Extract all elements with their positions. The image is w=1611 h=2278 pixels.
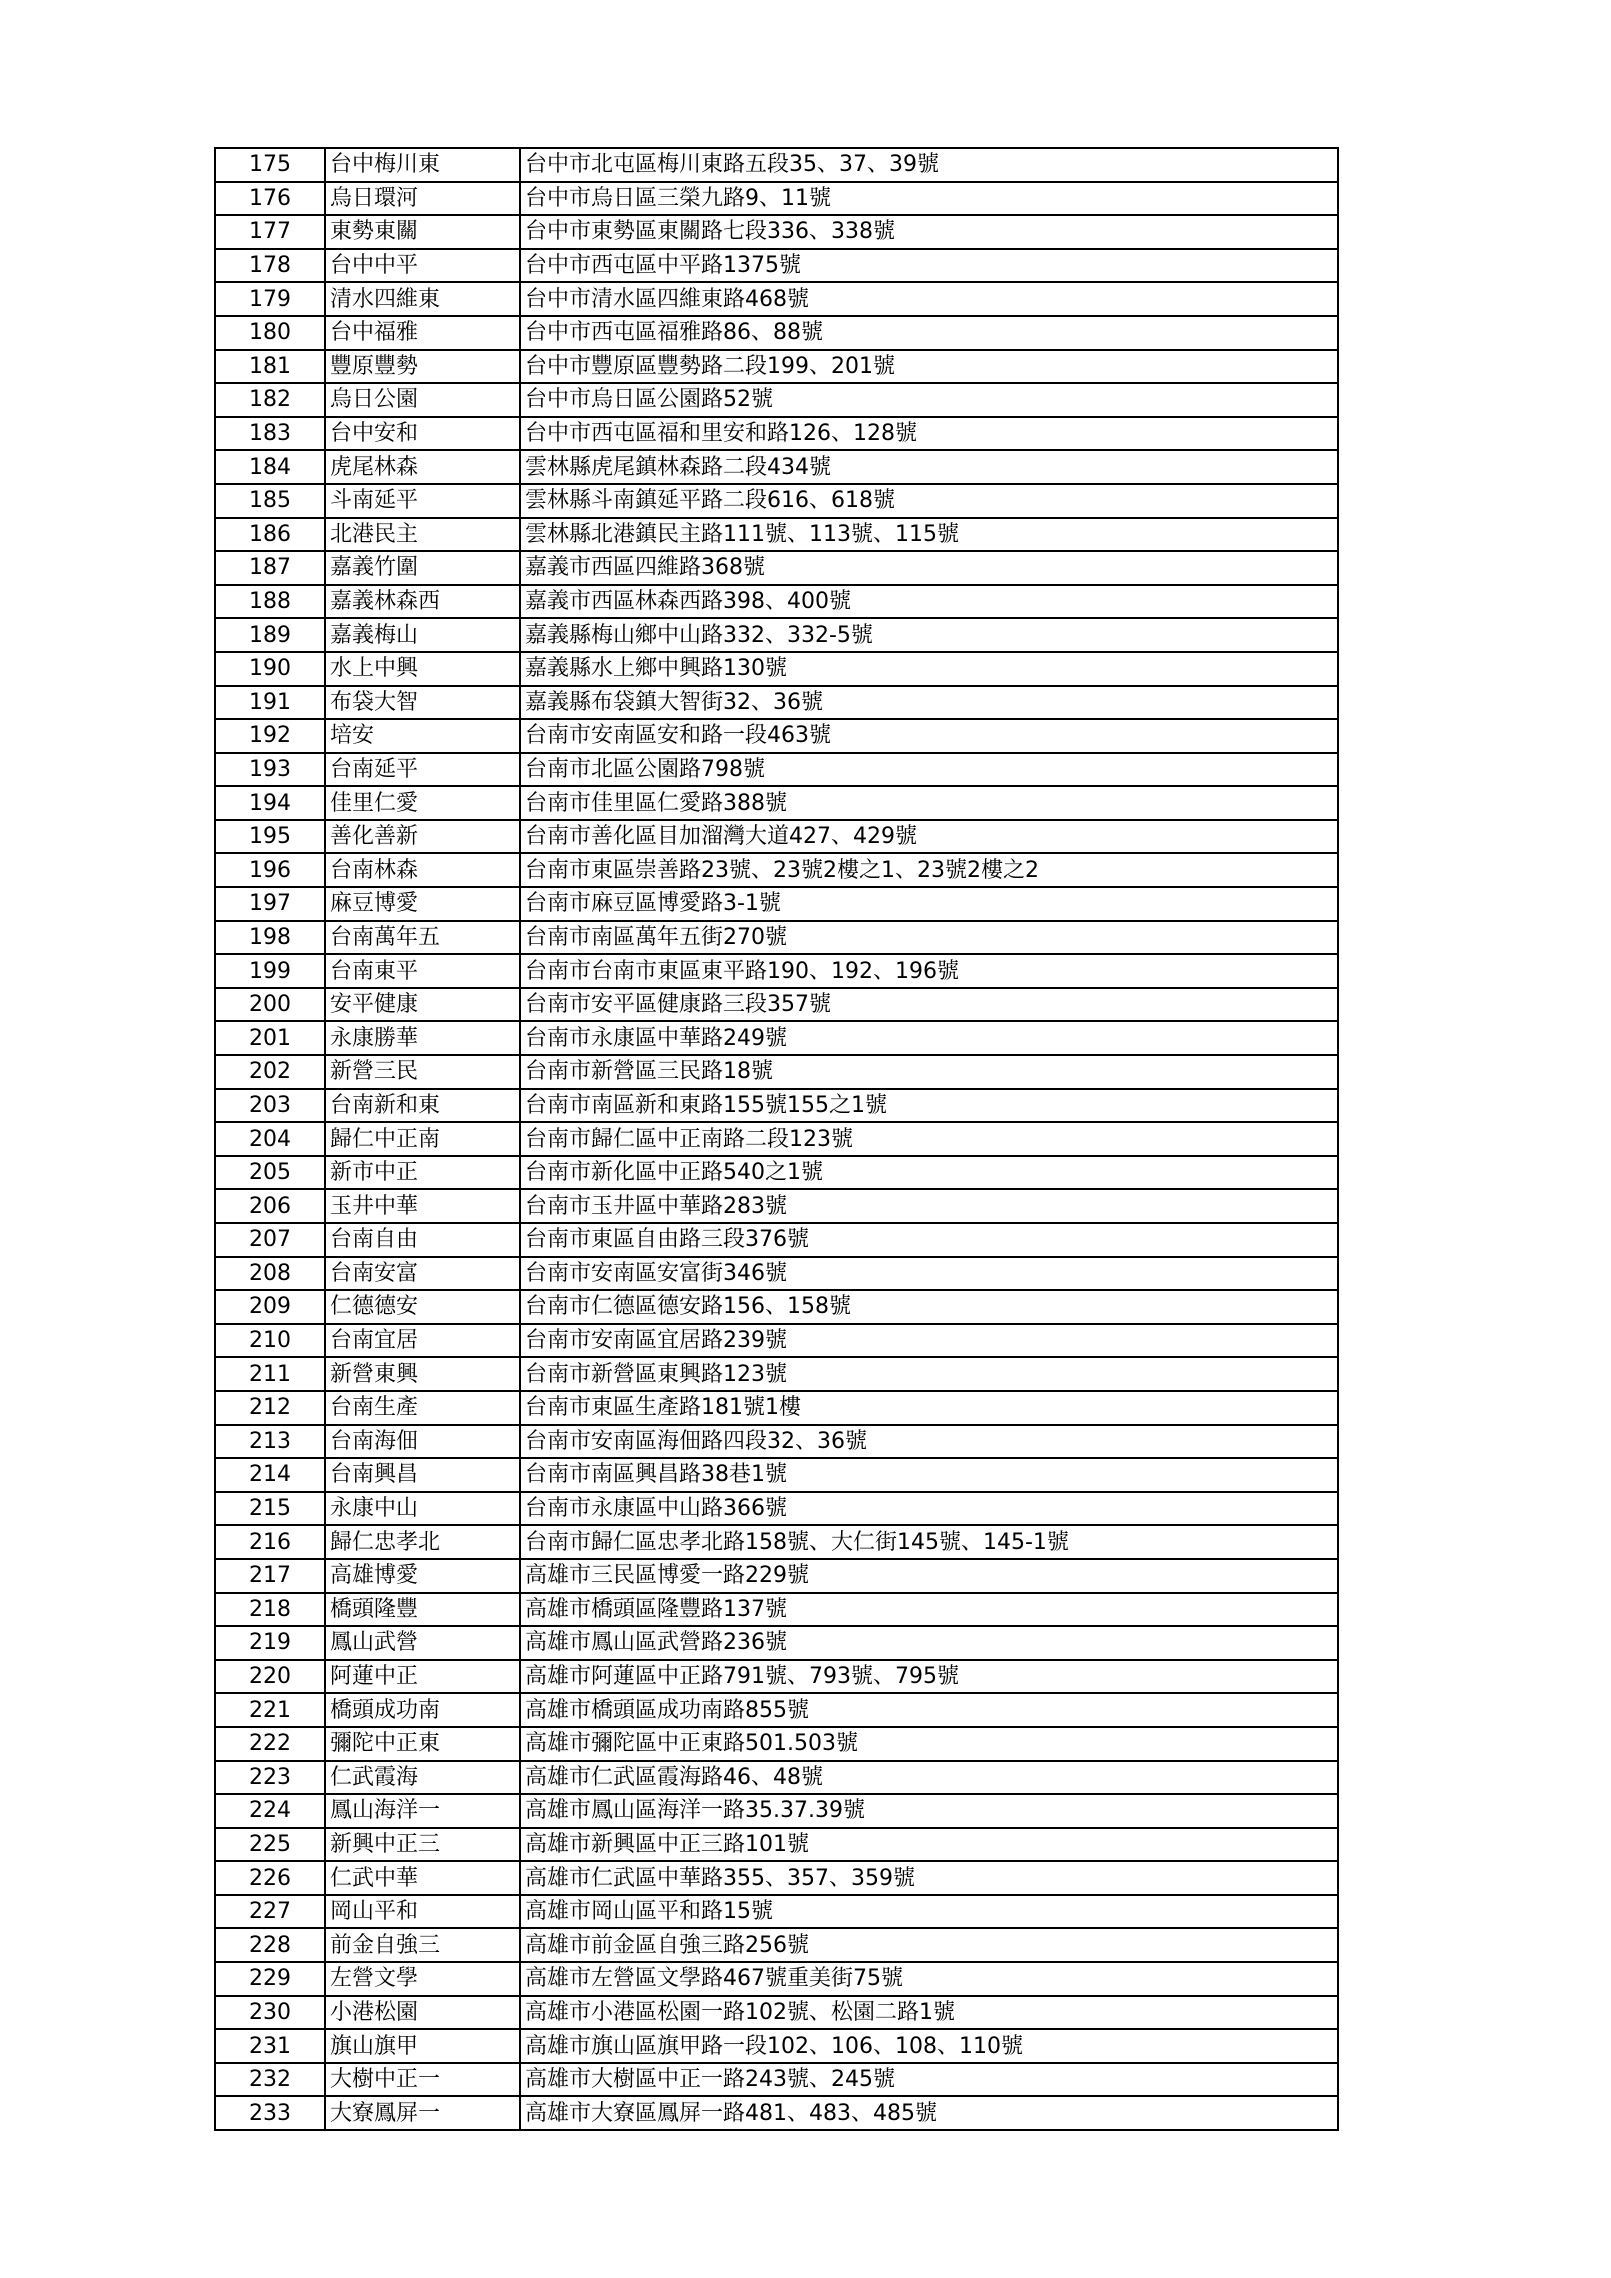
store-address: 台南市東區自由路三段376號 <box>520 1223 1338 1257</box>
table-row <box>215 921 1338 955</box>
store-address: 嘉義市西區林森西路398、400號 <box>520 585 1338 619</box>
store-address: 台南市南區萬年五街270號 <box>520 921 1338 955</box>
store-number: 199 <box>215 954 325 988</box>
store-number: 218 <box>215 1593 325 1627</box>
store-name: 虎尾林森 <box>325 450 520 484</box>
store-name: 大樹中正一 <box>325 2063 520 2097</box>
store-name: 台南生產 <box>325 1391 520 1425</box>
store-number: 203 <box>215 1089 325 1123</box>
store-name: 橋頭隆豐 <box>325 1593 520 1627</box>
store-number: 189 <box>215 618 325 652</box>
store-address: 高雄市大寮區鳳屏一路481、483、485號 <box>520 2096 1338 2130</box>
store-name: 斗南延平 <box>325 484 520 518</box>
table-row <box>215 1492 1338 1526</box>
table-row <box>215 988 1338 1022</box>
store-name: 烏日公園 <box>325 383 520 417</box>
store-address: 高雄市新興區中正三路101號 <box>520 1828 1338 1862</box>
store-address: 高雄市旗山區旗甲路一段102、106、108、110號 <box>520 2029 1338 2063</box>
table-row <box>215 249 1338 283</box>
table-row <box>215 1021 1338 1055</box>
store-number: 197 <box>215 887 325 921</box>
store-number: 202 <box>215 1055 325 1089</box>
table-row <box>215 954 1338 988</box>
store-number: 187 <box>215 551 325 585</box>
store-address: 嘉義縣布袋鎮大智街32、36號 <box>520 686 1338 720</box>
table-row <box>215 686 1338 720</box>
store-table-body <box>215 148 1338 2130</box>
store-number: 224 <box>215 1794 325 1828</box>
store-address: 高雄市小港區松園一路102號、松園二路1號 <box>520 1996 1338 2030</box>
table-row <box>215 2063 1338 2097</box>
store-number: 204 <box>215 1122 325 1156</box>
store-name: 安平健康 <box>325 988 520 1022</box>
table-row <box>215 1189 1338 1223</box>
table-row <box>215 1458 1338 1492</box>
store-address: 台中市烏日區三榮九路9、11號 <box>520 182 1338 216</box>
store-number: 230 <box>215 1996 325 2030</box>
store-address: 台南市安南區安富街346號 <box>520 1257 1338 1291</box>
table-row <box>215 1996 1338 2030</box>
store-name: 歸仁中正南 <box>325 1122 520 1156</box>
store-number: 216 <box>215 1525 325 1559</box>
store-name: 北港民主 <box>325 518 520 552</box>
store-address: 雲林縣斗南鎮延平路二段616、618號 <box>520 484 1338 518</box>
table-row <box>215 618 1338 652</box>
store-address: 高雄市彌陀區中正東路501.503號 <box>520 1727 1338 1761</box>
store-name: 仁武中華 <box>325 1861 520 1895</box>
store-number: 181 <box>215 350 325 384</box>
store-name: 台中福雅 <box>325 316 520 350</box>
store-address: 台南市安南區安和路一段463號 <box>520 719 1338 753</box>
store-address: 台南市善化區目加溜灣大道427、429號 <box>520 820 1338 854</box>
table-row <box>215 450 1338 484</box>
store-address: 台中市豐原區豐勢路二段199、201號 <box>520 350 1338 384</box>
store-number: 225 <box>215 1828 325 1862</box>
store-name: 台南自由 <box>325 1223 520 1257</box>
store-number: 198 <box>215 921 325 955</box>
store-number: 217 <box>215 1559 325 1593</box>
store-number: 175 <box>215 148 325 182</box>
store-number: 223 <box>215 1761 325 1795</box>
store-address: 台南市南區新和東路155號155之1號 <box>520 1089 1338 1123</box>
table-row <box>215 215 1338 249</box>
store-address: 台南市南區興昌路38巷1號 <box>520 1458 1338 1492</box>
store-name: 鳳山武營 <box>325 1626 520 1660</box>
table-row <box>215 1593 1338 1627</box>
store-name: 東勢東關 <box>325 215 520 249</box>
store-name: 台南興昌 <box>325 1458 520 1492</box>
table-row <box>215 1928 1338 1962</box>
table-row <box>215 719 1338 753</box>
store-number: 184 <box>215 450 325 484</box>
store-address: 高雄市左營區文學路467號重美街75號 <box>520 1962 1338 1996</box>
store-name: 台中梅川東 <box>325 148 520 182</box>
store-address: 高雄市大樹區中正一路243號、245號 <box>520 2063 1338 2097</box>
store-name: 台南海佃 <box>325 1425 520 1459</box>
store-address: 高雄市鳳山區海洋一路35.37.39號 <box>520 1794 1338 1828</box>
table-row <box>215 753 1338 787</box>
table-row <box>215 1828 1338 1862</box>
store-name: 台南林森 <box>325 853 520 887</box>
store-name: 善化善新 <box>325 820 520 854</box>
store-name: 左營文學 <box>325 1962 520 1996</box>
store-number: 227 <box>215 1895 325 1929</box>
store-name: 水上中興 <box>325 652 520 686</box>
store-number: 190 <box>215 652 325 686</box>
store-number: 180 <box>215 316 325 350</box>
store-address: 台南市歸仁區中正南路二段123號 <box>520 1122 1338 1156</box>
store-address: 台中市西屯區福雅路86、88號 <box>520 316 1338 350</box>
table-row <box>215 1861 1338 1895</box>
store-name: 台中安和 <box>325 417 520 451</box>
store-number: 177 <box>215 215 325 249</box>
store-address: 台南市仁德區德安路156、158號 <box>520 1290 1338 1324</box>
store-address: 高雄市仁武區霞海路46、48號 <box>520 1761 1338 1795</box>
store-address: 台南市安南區宜居路239號 <box>520 1324 1338 1358</box>
table-row <box>215 1156 1338 1190</box>
store-address: 台南市永康區中華路249號 <box>520 1021 1338 1055</box>
table-row <box>215 1324 1338 1358</box>
store-name: 台南東平 <box>325 954 520 988</box>
store-address: 高雄市鳳山區武營路236號 <box>520 1626 1338 1660</box>
store-address: 台中市清水區四維東路468號 <box>520 282 1338 316</box>
store-name: 仁德德安 <box>325 1290 520 1324</box>
store-name: 佳里仁愛 <box>325 786 520 820</box>
table-row <box>215 1525 1338 1559</box>
table-row <box>215 518 1338 552</box>
store-address: 高雄市橋頭區成功南路855號 <box>520 1693 1338 1727</box>
store-name: 新興中正三 <box>325 1828 520 1862</box>
store-number: 195 <box>215 820 325 854</box>
store-name: 阿蓮中正 <box>325 1660 520 1694</box>
store-name: 橋頭成功南 <box>325 1693 520 1727</box>
store-address: 嘉義市西區四維路368號 <box>520 551 1338 585</box>
table-row <box>215 2029 1338 2063</box>
store-number: 179 <box>215 282 325 316</box>
store-number: 188 <box>215 585 325 619</box>
table-row <box>215 182 1338 216</box>
store-number: 207 <box>215 1223 325 1257</box>
table-row <box>215 1962 1338 1996</box>
table-row <box>215 1559 1338 1593</box>
store-address: 台南市北區公園路798號 <box>520 753 1338 787</box>
store-number: 210 <box>215 1324 325 1358</box>
store-name: 鳳山海洋一 <box>325 1794 520 1828</box>
store-number: 212 <box>215 1391 325 1425</box>
table-row <box>215 1693 1338 1727</box>
table-row <box>215 652 1338 686</box>
table-row <box>215 1391 1338 1425</box>
store-address: 雲林縣虎尾鎮林森路二段434號 <box>520 450 1338 484</box>
store-name: 歸仁忠孝北 <box>325 1525 520 1559</box>
store-number: 201 <box>215 1021 325 1055</box>
store-name: 培安 <box>325 719 520 753</box>
store-name: 高雄博愛 <box>325 1559 520 1593</box>
table-row <box>215 1761 1338 1795</box>
store-address: 台中市西屯區中平路1375號 <box>520 249 1338 283</box>
store-number: 228 <box>215 1928 325 1962</box>
table-row <box>215 1895 1338 1929</box>
table-row <box>215 1290 1338 1324</box>
store-address: 台南市歸仁區忠孝北路158號、大仁街145號、145-1號 <box>520 1525 1338 1559</box>
store-address: 高雄市仁武區中華路355、357、359號 <box>520 1861 1338 1895</box>
store-address: 嘉義縣梅山鄉中山路332、332-5號 <box>520 618 1338 652</box>
store-address: 台南市麻豆區博愛路3-1號 <box>520 887 1338 921</box>
store-name: 永康勝華 <box>325 1021 520 1055</box>
store-address: 台南市台南市東區東平路190、192、196號 <box>520 954 1338 988</box>
table-row <box>215 417 1338 451</box>
store-number: 178 <box>215 249 325 283</box>
store-address: 高雄市前金區自強三路256號 <box>520 1928 1338 1962</box>
store-address: 雲林縣北港鎮民主路111號、113號、115號 <box>520 518 1338 552</box>
table-row <box>215 383 1338 417</box>
table-row <box>215 820 1338 854</box>
store-name: 台中中平 <box>325 249 520 283</box>
store-number: 215 <box>215 1492 325 1526</box>
table-row <box>215 551 1338 585</box>
store-number: 209 <box>215 1290 325 1324</box>
table-row <box>215 1223 1338 1257</box>
table-row <box>215 1794 1338 1828</box>
table-row <box>215 282 1338 316</box>
store-address: 台南市安平區健康路三段357號 <box>520 988 1338 1022</box>
store-name: 豐原豐勢 <box>325 350 520 384</box>
store-number: 205 <box>215 1156 325 1190</box>
store-number: 186 <box>215 518 325 552</box>
store-name: 新營三民 <box>325 1055 520 1089</box>
table-row <box>215 585 1338 619</box>
store-address: 台南市安南區海佃路四段32、36號 <box>520 1425 1338 1459</box>
store-number: 182 <box>215 383 325 417</box>
store-address: 台南市東區生產路181號1樓 <box>520 1391 1338 1425</box>
store-number: 221 <box>215 1693 325 1727</box>
table-row <box>215 1727 1338 1761</box>
store-number: 233 <box>215 2096 325 2130</box>
store-name: 新營東興 <box>325 1357 520 1391</box>
store-name: 台南安富 <box>325 1257 520 1291</box>
store-number: 226 <box>215 1861 325 1895</box>
store-number: 185 <box>215 484 325 518</box>
store-address: 高雄市三民區博愛一路229號 <box>520 1559 1338 1593</box>
store-address: 台中市北屯區梅川東路五段35、37、39號 <box>520 148 1338 182</box>
table-row <box>215 1089 1338 1123</box>
table-row <box>215 2096 1338 2130</box>
store-number: 222 <box>215 1727 325 1761</box>
store-number: 176 <box>215 182 325 216</box>
store-address: 台中市西屯區福和里安和路126、128號 <box>520 417 1338 451</box>
store-address: 台南市新營區東興路123號 <box>520 1357 1338 1391</box>
store-number: 208 <box>215 1257 325 1291</box>
store-number: 194 <box>215 786 325 820</box>
store-name: 嘉義林森西 <box>325 585 520 619</box>
store-name: 台南新和東 <box>325 1089 520 1123</box>
store-name: 麻豆博愛 <box>325 887 520 921</box>
table-row <box>215 1626 1338 1660</box>
store-name: 清水四維東 <box>325 282 520 316</box>
store-name: 嘉義竹圍 <box>325 551 520 585</box>
table-row <box>215 148 1338 182</box>
store-address: 嘉義縣水上鄉中興路130號 <box>520 652 1338 686</box>
store-name: 旗山旗甲 <box>325 2029 520 2063</box>
store-name: 布袋大智 <box>325 686 520 720</box>
table-row <box>215 1357 1338 1391</box>
table-row <box>215 1122 1338 1156</box>
table-row <box>215 1660 1338 1694</box>
table-row <box>215 786 1338 820</box>
store-table <box>214 147 1339 2131</box>
store-name: 前金自強三 <box>325 1928 520 1962</box>
store-address: 台中市烏日區公園路52號 <box>520 383 1338 417</box>
store-address: 台南市東區崇善路23號、23號2樓之1、23號2樓之2 <box>520 853 1338 887</box>
store-name: 烏日環河 <box>325 182 520 216</box>
store-number: 220 <box>215 1660 325 1694</box>
store-address: 高雄市阿蓮區中正路791號、793號、795號 <box>520 1660 1338 1694</box>
store-address: 高雄市岡山區平和路15號 <box>520 1895 1338 1929</box>
table-row <box>215 1257 1338 1291</box>
store-number: 231 <box>215 2029 325 2063</box>
table-row <box>215 484 1338 518</box>
store-name: 台南萬年五 <box>325 921 520 955</box>
store-number: 193 <box>215 753 325 787</box>
store-name: 台南延平 <box>325 753 520 787</box>
store-number: 192 <box>215 719 325 753</box>
store-name: 大寮鳳屏一 <box>325 2096 520 2130</box>
table-row <box>215 1425 1338 1459</box>
table-row <box>215 853 1338 887</box>
store-list-sheet <box>214 147 1339 2131</box>
store-number: 206 <box>215 1189 325 1223</box>
store-name: 彌陀中正東 <box>325 1727 520 1761</box>
store-address: 台南市佳里區仁愛路388號 <box>520 786 1338 820</box>
table-row <box>215 887 1338 921</box>
store-address: 台南市玉井區中華路283號 <box>520 1189 1338 1223</box>
store-name: 仁武霞海 <box>325 1761 520 1795</box>
store-name: 新市中正 <box>325 1156 520 1190</box>
table-row <box>215 1055 1338 1089</box>
store-name: 小港松園 <box>325 1996 520 2030</box>
store-address: 台南市永康區中山路366號 <box>520 1492 1338 1526</box>
store-number: 200 <box>215 988 325 1022</box>
store-name: 永康中山 <box>325 1492 520 1526</box>
store-number: 196 <box>215 853 325 887</box>
store-name: 岡山平和 <box>325 1895 520 1929</box>
table-row <box>215 316 1338 350</box>
store-name: 台南宜居 <box>325 1324 520 1358</box>
store-number: 213 <box>215 1425 325 1459</box>
store-number: 229 <box>215 1962 325 1996</box>
store-name: 嘉義梅山 <box>325 618 520 652</box>
store-number: 219 <box>215 1626 325 1660</box>
store-address: 台中市東勢區東關路七段336、338號 <box>520 215 1338 249</box>
store-address: 高雄市橋頭區隆豐路137號 <box>520 1593 1338 1627</box>
table-row <box>215 350 1338 384</box>
store-number: 191 <box>215 686 325 720</box>
store-number: 183 <box>215 417 325 451</box>
store-name: 玉井中華 <box>325 1189 520 1223</box>
store-address: 台南市新營區三民路18號 <box>520 1055 1338 1089</box>
store-number: 214 <box>215 1458 325 1492</box>
store-number: 211 <box>215 1357 325 1391</box>
store-number: 232 <box>215 2063 325 2097</box>
store-address: 台南市新化區中正路540之1號 <box>520 1156 1338 1190</box>
